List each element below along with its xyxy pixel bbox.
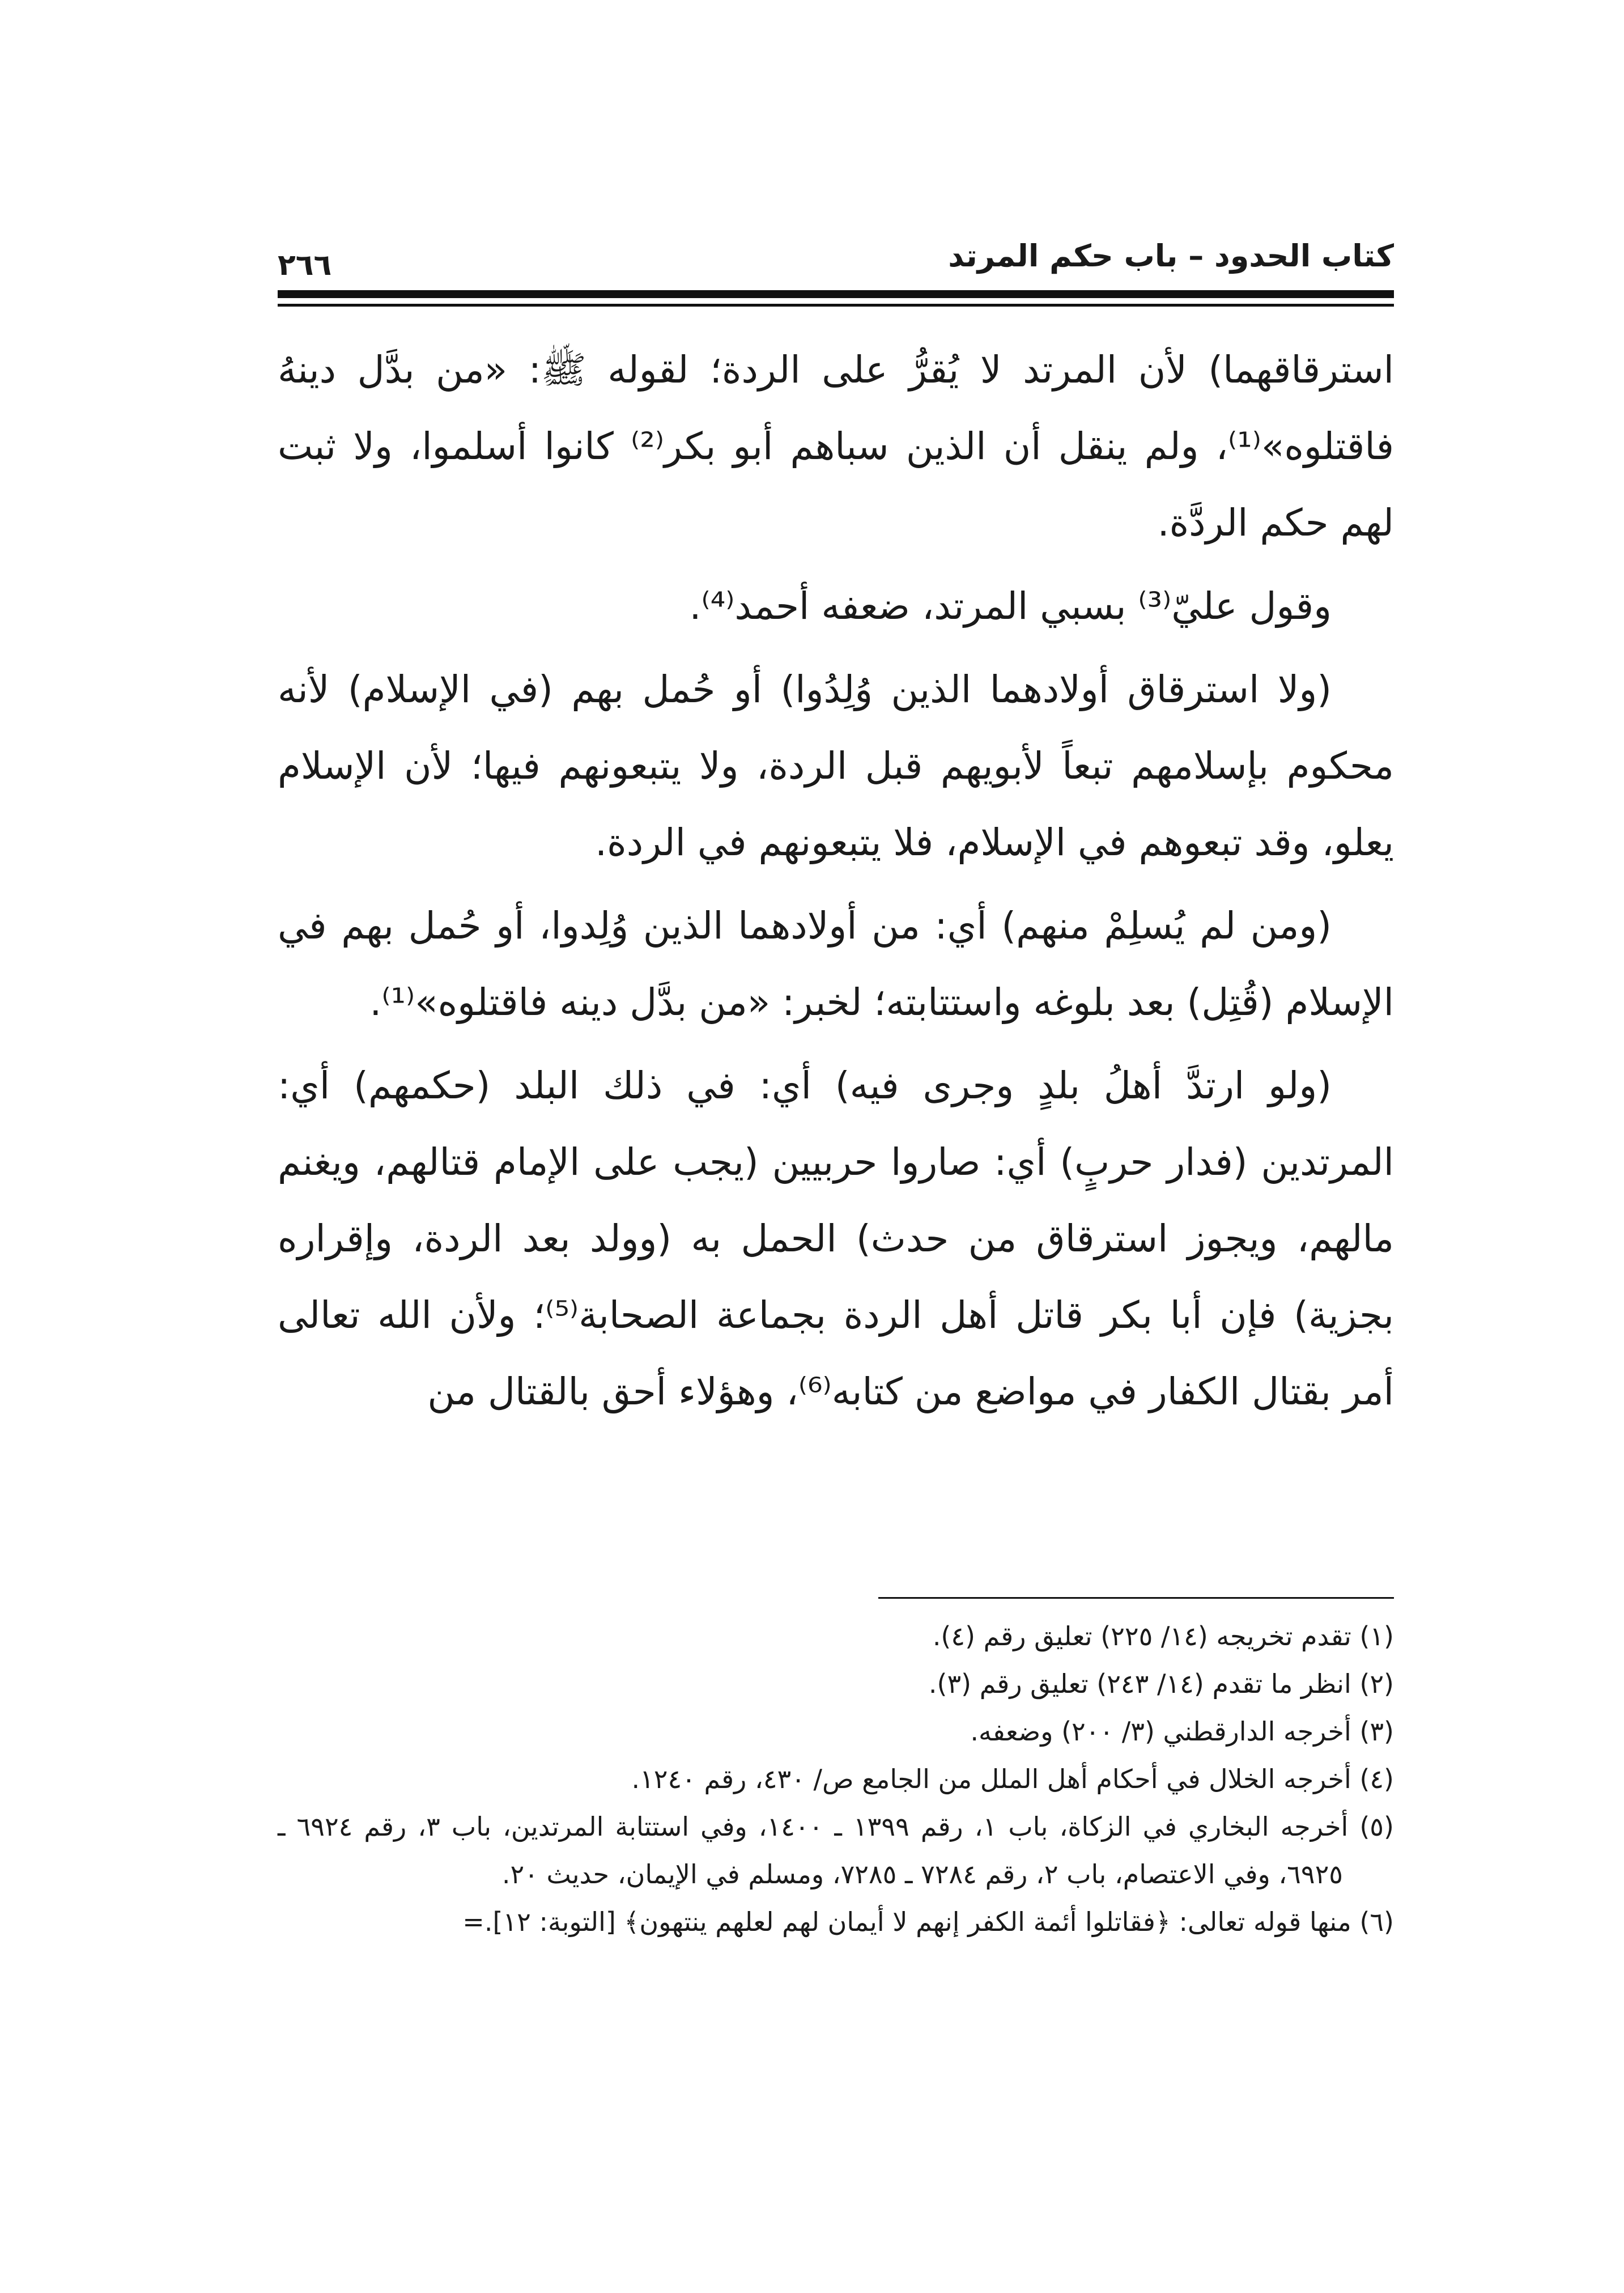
footnote-2: (٢) انظر ما تقدم (١٤/ ٢٤٣) تعليق رقم (٣). [928, 1668, 1394, 1699]
footnote-1: (١) تقدم تخريجه (١٤/ ٢٢٥) تعليق رقم (٤). [932, 1621, 1394, 1651]
footnote-4: (٤) أخرجه الخلال في أحكام أهل الملل من الجامع ص/ ٤٣٠، رقم ١٢٤٠. [631, 1764, 1394, 1794]
footnotes [278, 1612, 1394, 1946]
main-text [278, 332, 1394, 1437]
page-number: ٢٦٦ [278, 248, 332, 282]
running-title: كتاب الحدود – باب حكم المرتد [948, 238, 1394, 274]
paragraph-3: (ولا استرقاق أولادهما الذين وُلِدُوا) أو حُمل بهم (في الإسلام) لأنه محكوم بإسلامهم تبعاً لأبويهم قبل الردة، ولا يتبعونهم فيها؛ لأن الإسلام يعلو، وقد تبعوهم في الإسلام، فلا يتبعونهم في الردة. [278, 668, 1394, 864]
paragraph-5: (ولو ارتدَّ أهلُ بلدٍ وجرى فيه) أي: في ذلك البلد (حكمهم) أي: المرتدين (فدار حربٍ) أي: صاروا حربيين (يجب على الإمام قتالهم، ويغنم مالهم، ويجوز استرقاق من حدث) الحمل به (وولد بعد الردة، وإقراره بجزية) فإن أبا بكر قاتل أهل الردة بجماعة الصحابة⁽⁵⁾؛ ولأن الله تعالى أمر بقتال الكفار في مواضع من كتابه⁽⁶⁾، وهؤلاء أحق بالقتال من [278, 1064, 1395, 1413]
paragraph-1: استرقاقهما) لأن المرتد لا يُقرُّ على الردة؛ لقوله ﷺ: «من بدَّل دينهُ فاقتلوه»⁽¹⁾، ولم ينقل أن الذين سباهم أبو بكر⁽²⁾ كانوا أسلموا، ولا ثبت لهم حكم الردَّة. [278, 348, 1394, 545]
page-header [278, 238, 1394, 283]
footnote-3: (٣) أخرجه الدارقطني (٣/ ٢٠٠) وضعفه. [970, 1716, 1394, 1747]
paragraph-4: (ومن لم يُسلِمْ منهم) أي: من أولادهما الذين وُلِدوا، أو حُمل بهم في الإسلام (قُتِل) بعد بلوغه واستتابته؛ لخبر: «من بدَّل دينه فاقتلوه»⁽¹⁾. [278, 904, 1394, 1024]
header-rule-thick [278, 290, 1394, 298]
footnote-5: (٥) أخرجه البخاري في الزكاة، باب ١، رقم ١٣٩٩ ـ ١٤٠٠، وفي استتابة المرتدين، باب ٣، رقم ٦٩٢٤ ـ ٦٩٢٥، وفي الاعتصام، باب ٢، رقم ٧٢٨٤ ـ ٧٢٨٥، ومسلم في الإيمان، حديث ٢٠. [278, 1811, 1394, 1889]
footnote-6: (٦) منها قوله تعالى: ﴿فقاتلوا أئمة الكفر إنهم لا أيمان لهم لعلهم ينتهون﴾ [التوبة: ١٢].= [462, 1906, 1394, 1937]
header-rule-thin [278, 304, 1394, 307]
paragraph-2: وقول عليّ⁽³⁾ بسبي المرتد، ضعفه أحمد⁽⁴⁾. [689, 584, 1332, 628]
footnote-separator [878, 1597, 1394, 1599]
